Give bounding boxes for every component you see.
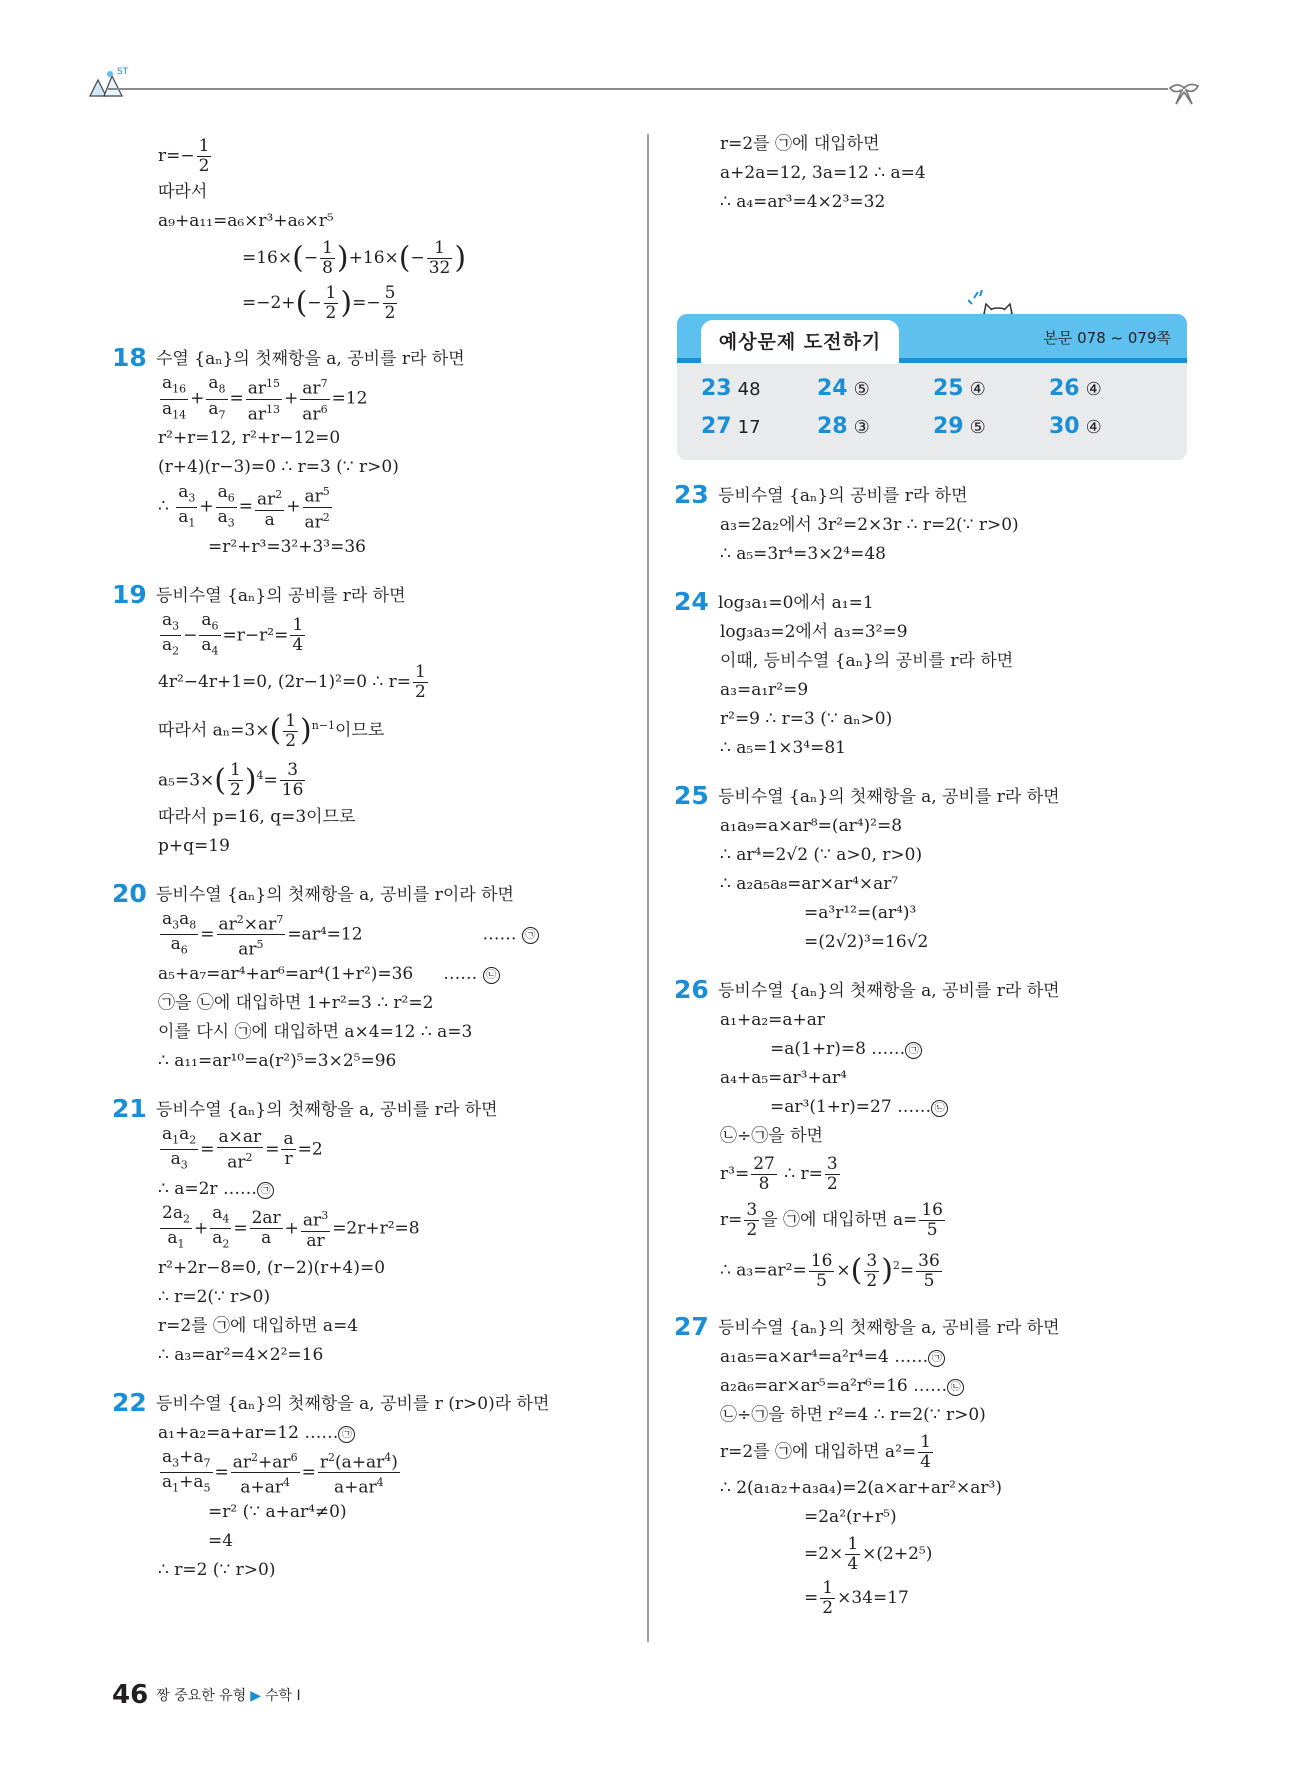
page-number: 46 — [112, 1680, 149, 1710]
answer-box-title: 예상문제 도전하기 — [701, 320, 899, 364]
answer-24: 24 ⑤ — [817, 376, 870, 401]
header-rule — [108, 88, 1168, 90]
triangle-icon: ▶ — [250, 1688, 262, 1704]
answer-29: 29 ⑤ — [933, 414, 986, 439]
solution-21: 21 등비수열 {aₙ}의 첫째항을 a, 공비를 r라 하면 $\frac{a_1a_2}{a_3}$ = $\frac{a\times ar}{ar^2}$ = $\frac{a}{r}$ =2 ∴ a=2r …… ㉠ $\frac{2a_2}{a_1}$ + $\frac{a_4}{a_2}$ = $\frac{2ar}{a}$ + $\frac{ar^3}{ar}$ =2r+r²=8 r²+2r−8=0, (r−2)(r+4)=0 ∴ r=2(∵ r>0) r=2를 ㉠에 대입하면 a=4 ∴ a₃=ar²=4×2²=16 — [112, 1094, 498, 1365]
solution-18: 18 수열 {aₙ}의 첫째항을 a, 공비를 r라 하면 $\frac{a_{16}}{a_{14}}$ + $\frac{a_8}{a_7}$ = $\frac{ar^{15}}{ar^{13}}$ + $\frac{ar^7}{ar^6}$ =12 r²+r=12, r²+r−12=0 (r+4)(r−3)=0 ∴ r=3 (∵ r>0) ∴ $\frac{a_3}{a_1}$ + $\frac{a_6}{a_3}$ = $\frac{ar^2}{a}$ + $\frac{ar^5}{ar^2}$ =r²+r³=3²+3³=36 — [112, 343, 465, 557]
solution-22: 22 등비수열 {aₙ}의 첫째항을 a, 공비를 r (r>0)라 하면 a₁+a₂=a+ar=12 …… ㉠ $\frac{a_3+a_7}{a_1+a_5}$ = $\frac{ar^2+ar^6}{a+ar^4}$ = $\frac{r^2(a+ar^4)}{a+ar^4}$ =r² (∵ a+ar⁴≠0) =4 ∴ r=2 (∵ r>0) — [112, 1387, 550, 1580]
svg-text:ST: ST — [117, 67, 129, 77]
answer-23: 23 48 — [701, 376, 761, 401]
answer-box-ref: 본문 078 ~ 079쪽 — [1043, 329, 1171, 347]
answer-30: 30 ④ — [1049, 414, 1102, 439]
answer-box — [677, 314, 1187, 460]
solution-26: 26 등비수열 {aₙ}의 첫째항을 a, 공비를 r라 하면 a₁+a₂=a+ar =a(1+r)=8 …… ㉠ a₄+a₅=ar³+ar⁴ =ar³(1+r)=27 …… ㉡ ㉡÷㉠을 하면 r³= $\frac{27}{8}$ ∴ r= $\frac{3}{2}$ r= $\frac{3}{2}$ 을 ㉠에 대입하면 a= $\frac{16}{5}$ ∴ a₃=ar²= $\frac{16}{5}$ ×( $\frac{3}{2}$ )$^2$= $\frac{36}{5}$ — [674, 975, 1060, 1291]
answer-26: 26 ④ — [1049, 376, 1102, 401]
column-divider — [647, 134, 649, 1642]
ribbon-bow-icon — [1168, 78, 1202, 106]
solution-23: 23 등비수열 {aₙ}의 공비를 r라 하면 a₃=2a₂에서 3r²=2×3r ∴ r=2(∵ r>0) ∴ a₅=3r⁴=3×2⁴=48 — [674, 480, 1019, 564]
corner-logo-icon — [86, 62, 132, 102]
solution-19: 19 등비수열 {aₙ}의 공비를 r라 하면 $\frac{a_3}{a_2}$ − $\frac{a_6}{a_4}$ =r−r²= $\frac{1}{4}$ 4r²−4r+1=0, (2r−1)²=0 ∴ r= $\frac{1}{2}$ 따라서 aₙ=3×( $\frac{1}{2}$ )$^{n-1}$이므로 a₅=3×( $\frac{1}{2}$ )$^4$= $\frac{3}{16}$ 따라서 p=16, q=3이므로 p+q=19 — [112, 579, 426, 856]
solution-25: 25 등비수열 {aₙ}의 첫째항을 a, 공비를 r라 하면 a₁a₉=a×ar⁸=(ar⁴)²=8 ∴ ar⁴=2√2 (∵ a>0, r>0) ∴ a₂a₅a₈=ar×ar⁴×ar⁷ =a³r¹²=(ar⁴)³ =(2√2)³=16√2 — [674, 781, 1060, 952]
solution-20: 20 등비수열 {aₙ}의 첫째항을 a, 공비를 r이라 하면 $\frac{a_3a_8}{a_6}$ = $\frac{ar^2\times ar^7}{ar^5}$ =ar⁴=12 …… ㉠ a₅+a₇=ar⁴+ar⁶=ar⁴(1+r²)=36 …… ㉡ ㉠을 ㉡에 대입하면 1+r²=3 ∴ r²=2 이를 다시 ㉠에 대입하면 a×4=12 ∴ a=3 ∴ a₁₁=ar¹⁰=a(r²)⁵=3×2⁵=96 — [112, 879, 632, 1076]
answer-28: 28 ③ — [817, 414, 870, 439]
answer-25: 25 ④ — [933, 376, 986, 401]
right-column — [674, 466, 1194, 1620]
left-column: r=− $\frac{1}{2}$ 따라서 a₉+a₁₁=a₆×r³+a₆×r⁵ =16×(− $\frac{1}{8}$ )+16×(− $\frac{1}{32}$ ) =−2+(− $\frac{1}{2}$ )=− $\frac{5}{2}$ 18 수열 {aₙ}의 첫째항을 a, 공비를 r라 하면 $\frac{a_{16}}{a_{14}}$ + $\frac{a_8}{a_7}$ = $\frac{ar^{15}}{ar^{13}}$ + $\frac{ar^7}{ar^6}$ =12 r²+r=12, r²+r−12=0 (r+4)(r−3)=0 ∴ r=3 (∵ r>0) ∴ $\frac{a_3}{a_1}$ + $\frac{a_6}{a_3}$ = $\frac{ar^2}{a}$ + $\frac{ar^5}{ar^2}$ =r²+r³=3²+3³=36 19 등비수열 {aₙ}의 공비를 r라 하면 $\frac{a_3}{a_2}$ − $\frac{a_6}{a_4}$ =r−r²= $\frac{1}{4}$ 4r²−4r+1=0, (2r−1)²=0 ∴ r= $\frac{1}{2}$ 따라서 aₙ=3×( $\frac{1}{2}$ )$^{n-1}$이므로 a₅=3×( $\frac{1}{2}$ )$^4$= $\frac{3}{16}$ 따라서 p=16, q=3이므로 p+q=19 20 등비수열 {aₙ}의 첫째항을 a, 공비를 r이라 하면 $\frac{a_3a_8}{a_6}$ = $\frac{ar^2\times ar^7}{ar^5}$ =ar⁴=12 …… ㉠ a₅+a₇=ar⁴+ar⁶=ar⁴(1+r²)=36 …… ㉡ ㉠을 ㉡에 대입하면 1+r²=3 ∴ r²=2 이를 다시 ㉠에 대입하면 a×4=12 ∴ a=3 ∴ a₁₁=ar¹⁰=a(r²)⁵=3×2⁵=96 21 등비수열 {aₙ}의 첫째항을 a, 공비를 r라 하면 $\frac{a_1a_2}{a_3}$ = $\frac{a\times ar}{ar^2}$ = $\frac{a}{r}$ =2 ∴ a=2r …… ㉠ $\frac{2a_2}{a_1}$ + $\frac{a_4}{a_2}$ = $\frac{2ar}{a}$ + $\frac{ar^3}{ar}$ =2r+r²=8 r²+2r−8=0, (r−2)(r+4)=0 ∴ r=2(∵ r>0) r=2를 ㉠에 대입하면 a=4 ∴ a₃=ar²=4×2²=16 22 등비수열 {aₙ}의 첫째항을 a, 공비를 r (r>0)라 하면 a₁+a₂=a+ar=12 …… ㉠ $\frac{a_3+a_7}{a_1+a_5}$ = $\frac{ar^2+ar^6}{a+ar^4}$ = $\frac{r^2(a+ar^4)}{a+ar^4}$ =r² (∵ a+ar⁴≠0) =4 ∴ r=2 (∵ r>0) — [112, 134, 632, 1585]
answer-27: 27 17 — [701, 414, 761, 439]
page-footer: 46 짱 중요한 유형 ▶ 수학 I — [112, 1680, 301, 1710]
right-column-top: r=2를 ㉠에 대입하면 a+2a=12, 3a=12 ∴ a=4 ∴ a₄=ar³=4×2³=32 — [720, 134, 926, 212]
solution-24: 24 log₃a₁=0에서 a₁=1 log₃a₃=2에서 a₃=3²=9 이때, 등비수열 {aₙ}의 공비를 r라 하면 a₃=a₁r²=9 r²=9 ∴ r=3 (∵ aₙ>0) ∴ a₅=1×3⁴=81 — [674, 587, 1014, 758]
solution-27: 27 등비수열 {aₙ}의 첫째항을 a, 공비를 r라 하면 a₁a₅=a×ar⁴=a²r⁴=4 …… ㉠ a₂a₆=ar×ar⁵=a²r⁶=16 …… ㉡ ㉡÷㉠을 하면 r²=4 ∴ r=2(∵ r>0) r=2를 ㉠에 대입하면 a²= $\frac{1}{4}$ ∴ 2(a₁a₂+a₃a₄)=2(a×ar+ar²×ar³) =2a²(r+r⁵) =2× $\frac{1}{4}$ ×(2+2⁵) = $\frac{1}{2}$ ×34=17 — [674, 1312, 1060, 1619]
